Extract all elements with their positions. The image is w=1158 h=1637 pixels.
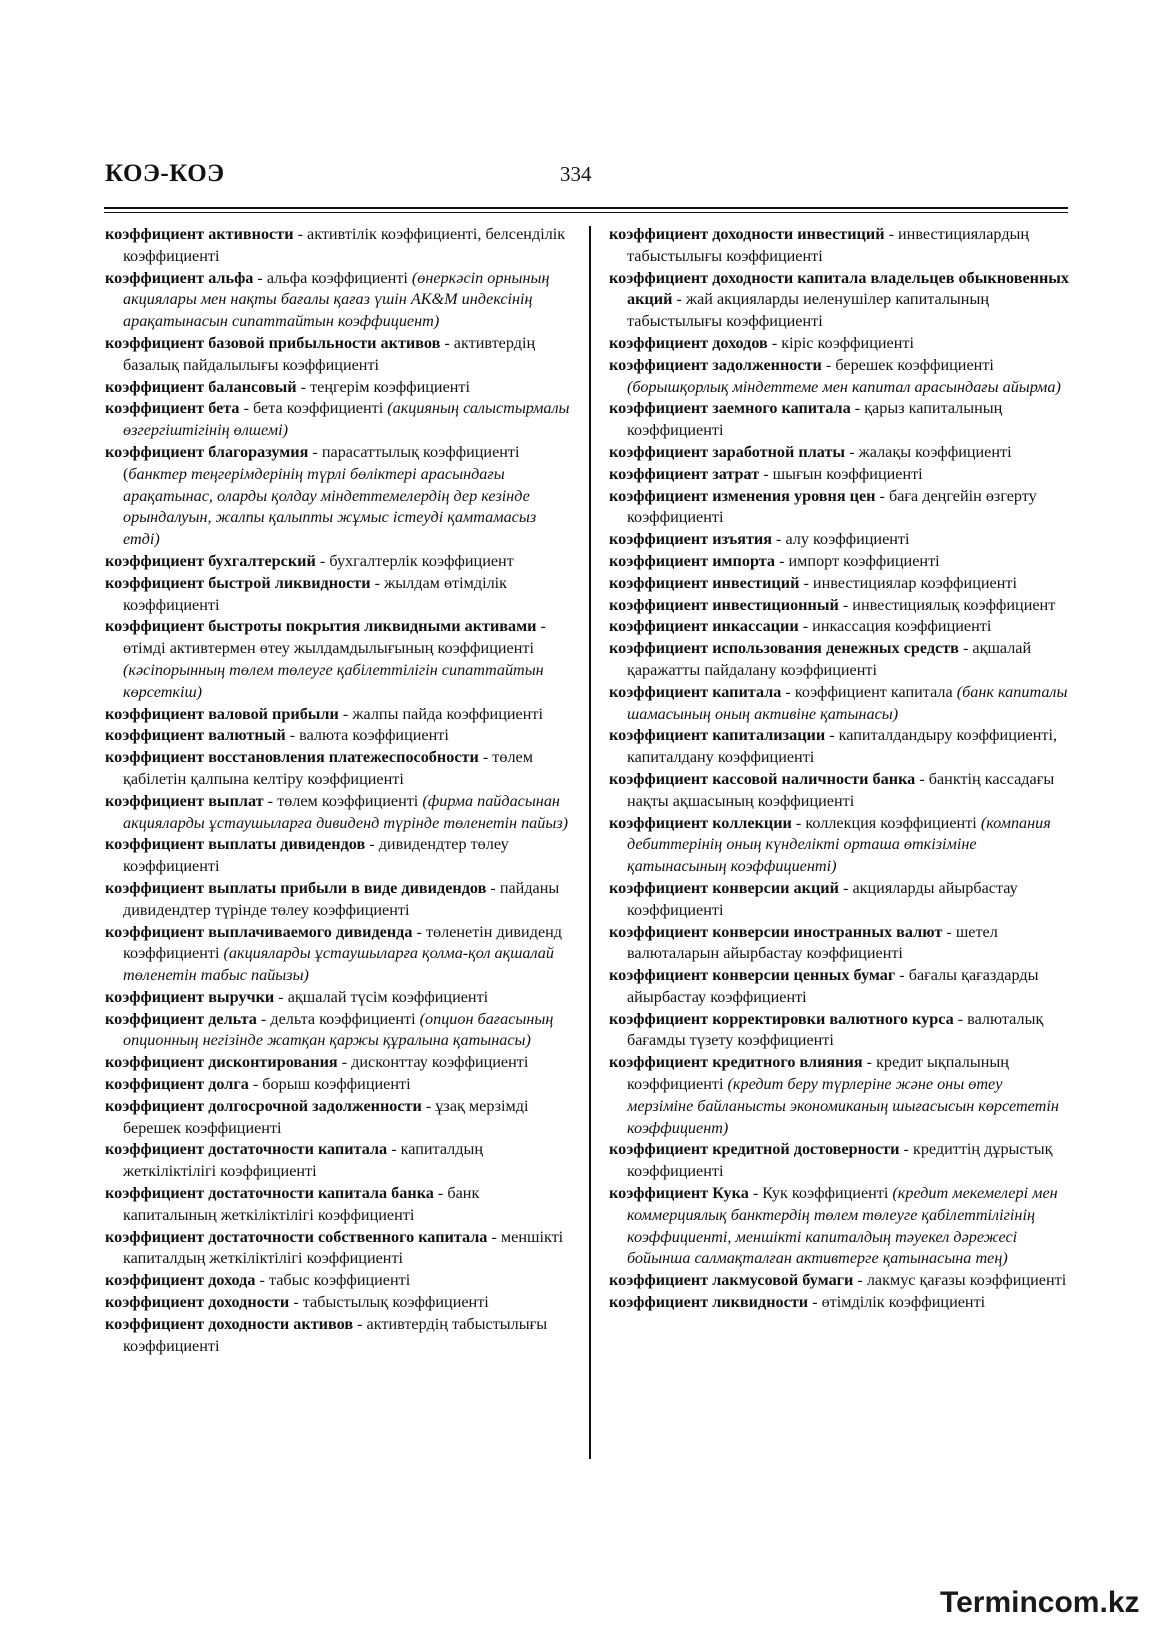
entry-separator: - (487, 1227, 501, 1246)
entry-separator: - (253, 268, 267, 287)
entry-term: коэффициент корректировки валютного курса (609, 1009, 954, 1028)
dictionary-entry (609, 464, 1071, 486)
dictionary-entry (609, 442, 1071, 464)
entry-term: коэффициент выплаты дивидендов (105, 835, 366, 854)
dictionary-entry (609, 1183, 1071, 1270)
entry-note: (кредит беру түрлеріне және оны өтеу мерзіміне байланысты экономиканың шығасысын көрсететін коэффициент) (627, 1075, 1059, 1137)
entry-term: коэффициент импорта (609, 551, 776, 570)
entry-translation: төлем қабілетін қалпына келтіру коэффициенті (123, 748, 533, 788)
entry-term: коэффициент ликвидности (609, 1293, 809, 1312)
entry-term: коэффициент быстрой ликвидности (105, 573, 371, 592)
entry-term: коэффициент валютный (105, 726, 286, 745)
entry-translation: дельта коэффициенті (270, 1009, 420, 1028)
entry-translation: парасаттылық коэффициенті ( (123, 442, 520, 483)
column-divider (589, 226, 591, 1459)
running-head: КОЭ-КОЭ (105, 160, 225, 187)
entry-translation: бухгалтерлік коэффициент (329, 551, 514, 570)
entry-separator: - (255, 1271, 269, 1290)
entry-separator: - (895, 966, 909, 985)
dictionary-entry (105, 573, 573, 617)
entry-term: коэффициент доходности капитала владельцев обыкновенных акций (609, 268, 1070, 309)
entry-translation: шығын коэффициенті (772, 464, 923, 483)
entry-term: коэффициент капитала (609, 682, 782, 701)
entry-separator: - (672, 290, 686, 309)
dictionary-entry (105, 1183, 573, 1227)
dictionary-entry (609, 1270, 1071, 1292)
entry-translation: кіріс коэффициенті (781, 333, 914, 352)
dictionary-entry (609, 486, 1071, 530)
entry-translation: инвестициялардың табыстылығы коэффициенті (627, 225, 1030, 265)
entry-term: коэффициент дохода (105, 1271, 256, 1290)
entry-translation: өтімді активтермен өтеу жылдамдылығының коэффициенті (123, 639, 534, 658)
entry-translation: жай акцияларды иеленушілер капиталының табыстылығы коэффициенті (627, 290, 989, 331)
entry-term: коэффициент инкассации (609, 617, 799, 636)
entry-term: коэффициент благоразумия (105, 442, 309, 461)
entry-separator: - (387, 1140, 401, 1159)
dictionary-entry (105, 616, 573, 703)
entry-separator: - (274, 987, 288, 1006)
dictionary-entry (609, 1052, 1071, 1139)
dictionary-entry (105, 1139, 573, 1183)
entry-term: коэффициент дисконтирования (105, 1053, 338, 1072)
entry-note: (өнеркәсіп орнының акциялары мен нақты бағалы қағаз үшін AK&M индексінің арақатынасын сипаттайтын коэффициент) (123, 268, 550, 331)
dictionary-entry (105, 268, 573, 333)
entry-term: коэффициент бета (105, 399, 240, 418)
entry-term: коэффициент достаточности собственного капитала (105, 1227, 488, 1246)
entry-translation: кредит ықпалының коэффициенті (627, 1053, 1009, 1094)
entry-translation: инвестициялар коэффициенті (812, 573, 1017, 592)
dictionary-entry (105, 1009, 573, 1053)
entry-separator: - (899, 1140, 913, 1159)
entry-separator: - (759, 464, 773, 483)
entry-separator: - (845, 442, 859, 461)
entry-note: банктер теңгерімдерінің түрлі бөліктері арасындағы арақатынас, оларды қолдау міндеттемелердің дер кезінде орындалуын, жалпы қалыпты жұмыс істеуді қамтамасыз етді) (123, 464, 537, 549)
entry-term: коэффициент долга (105, 1075, 249, 1094)
entry-separator: - (239, 399, 253, 418)
dictionary-entry (609, 224, 1071, 268)
entry-note: (кәсіпорынның төлем төлеуге қабілеттілігін сипаттайтын көрсеткіш) (123, 660, 544, 701)
entry-translation: берешек коэффициенті (835, 355, 994, 374)
entry-term: коэффициент дельта (105, 1009, 257, 1028)
dictionary-entry (609, 573, 1071, 595)
dictionary-entry (609, 1139, 1071, 1183)
entry-note: (компания дебиттерінің оның күнделікті орташа өткізіміне қатынасының коэффициенті) (627, 813, 1051, 876)
entry-term: коэффициент доходности инвестиций (609, 225, 885, 243)
entry-separator: - (285, 726, 300, 745)
entry-translation: активтердің базалық пайдалылығы коэффициенті (123, 333, 536, 374)
entry-translation: қарыз капиталының коэффициенті (627, 399, 1003, 440)
dictionary-entry (609, 638, 1071, 682)
site-watermark-logo: Termincom.kz (940, 1586, 1140, 1619)
entry-translation: бағалы қағаздарды айырбастау коэффициенті (627, 966, 1039, 1006)
dictionary-entry (609, 1009, 1071, 1053)
entry-term: коэффициент валовой прибыли (105, 704, 339, 723)
dictionary-entry (105, 224, 573, 268)
entry-translation: кредиттің дұрыстық коэффициенті (627, 1140, 1053, 1181)
entry-term: коэффициент базовой прибыльности активов (105, 333, 441, 352)
entry-term: коэффициент изменения уровня цен (609, 486, 876, 505)
entry-term: коэффициент восстановления платежеспособности (105, 748, 479, 767)
entry-translation: капиталдандыру коэффициенті, капиталдану коэффициенті (627, 726, 1058, 767)
entry-translation: банк капиталының жеткіліктілігі коэффициенті (123, 1184, 480, 1224)
entry-separator: - (884, 225, 899, 243)
entry-separator: - (421, 1096, 436, 1115)
entry-translation: табыстылық коэффициенті (302, 1293, 489, 1312)
right-column (609, 224, 1071, 1314)
entry-note: (опцион бағасының опционның негізінде жатқан қаржы құралына қатынасы) (123, 1009, 554, 1050)
entry-separator: - (838, 878, 853, 897)
entry-translation: алу коэффициенті (785, 530, 910, 549)
entry-term: коэффициент активности (105, 225, 294, 243)
dictionary-entry (609, 922, 1071, 966)
entry-separator: - (775, 551, 789, 570)
entry-term: коэффициент достаточности капитала (105, 1140, 388, 1159)
dictionary-entry (105, 1074, 573, 1096)
entry-translation: валюта коэффициенті (299, 726, 449, 745)
entry-separator: - (337, 1053, 352, 1072)
entry-translation: табыс коэффициенті (268, 1271, 411, 1290)
entry-translation: лакмус қағазы коэффициенті (866, 1271, 1067, 1290)
entry-translation: пайданы дивидендтер түрінде төлеу коэффициенті (123, 878, 560, 919)
entry-translation: ұзақ мерзімді берешек коэффициенті (123, 1096, 529, 1137)
dictionary-entry (105, 333, 573, 377)
entry-term: коэффициент альфа (105, 268, 254, 287)
entry-note: (акцияның салыстырмалы өзгергіштігінің өлшемі) (123, 399, 570, 440)
dictionary-entry (609, 813, 1071, 878)
entry-term: коэффициент капитализации (609, 726, 826, 745)
entry-separator: - (365, 835, 379, 854)
entry-term: коэффициент конверсии ценных бумаг (609, 966, 896, 985)
dictionary-entry (609, 965, 1071, 1009)
entry-term: коэффициент доходности (105, 1293, 290, 1312)
entry-separator: - (825, 726, 839, 745)
entry-separator: - (767, 333, 782, 352)
entry-note: (кредит мекемелері мен коммерциялық банктердің төлем төлеуге қабілеттілігінің коэффициенті, меншікті капиталдың тәуекел дәрежесі бойынша салмақталған активтерге қатынасына тең) (627, 1184, 1058, 1268)
entry-term: коэффициент инвестиций (609, 573, 800, 592)
entry-term: коэффициент коллекции (609, 813, 792, 832)
entry-term: коэффициент балансовый (105, 377, 297, 396)
entry-term: коэффициент конверсии акций (609, 878, 839, 897)
entry-separator: - (296, 377, 311, 396)
dictionary-entry (105, 1227, 573, 1271)
entry-term: коэффициент инвестиционный (609, 595, 839, 614)
entry-term: коэффициент задолженности (609, 355, 822, 374)
entry-translation: альфа коэффициенті (266, 268, 412, 287)
dictionary-entry (105, 1096, 573, 1140)
dictionary-entry (609, 682, 1071, 726)
entry-term: коэффициент кредитного влияния (609, 1053, 863, 1072)
entry-term: коэффициент затрат (609, 464, 760, 483)
entry-term: коэффициент выплат (105, 791, 264, 810)
dictionary-entry (105, 922, 573, 987)
dictionary-entry (609, 725, 1071, 769)
entry-separator: - (821, 355, 836, 374)
entry-term: коэффициент быстроты покрытия ликвидными активами (105, 617, 537, 636)
entry-separator: - (536, 617, 546, 636)
dictionary-entry (609, 595, 1071, 617)
dictionary-entry (105, 551, 573, 573)
entry-separator: - (958, 639, 973, 658)
dictionary-entry (105, 987, 573, 1009)
entry-translation: өтімділік коэффициенті (821, 1293, 986, 1312)
entry-translation: дивидендтер төлеу коэффициенті (123, 835, 509, 876)
entry-translation: коэффициент капитала (794, 682, 957, 701)
dictionary-entry (105, 377, 573, 399)
entry-separator: - (791, 813, 806, 832)
entry-term: коэффициент доходов (609, 333, 768, 352)
entry-separator: - (781, 682, 795, 701)
entry-separator: - (412, 922, 426, 941)
dictionary-entry (105, 398, 573, 442)
dictionary-entry (105, 1270, 573, 1292)
entry-translation: теңгерім коэффициенті (310, 377, 470, 396)
entry-term: коэффициент заемного капитала (609, 399, 851, 418)
entry-note: (акцияларды ұстаушыларға қолма-қол ақшалай төленетін табыс пайызы) (123, 944, 554, 985)
dictionary-entry (105, 725, 573, 747)
entry-translation: капиталдың жеткіліктілігі коэффициенті (123, 1140, 483, 1181)
dictionary-entry (609, 878, 1071, 922)
entry-term: коэффициент заработной платы (609, 442, 846, 461)
entry-separator: - (353, 1314, 367, 1333)
page-number: 334 (560, 162, 592, 186)
entry-translation: жалпы пайда коэффициенті (352, 704, 543, 723)
entry-translation: бета коэффициенті (253, 399, 388, 418)
entry-separator: - (338, 704, 353, 723)
entry-term: коэффициент выплаты прибыли в виде дивидендов (105, 878, 487, 897)
entry-translation: Кук коэффициенті (762, 1184, 893, 1203)
dictionary-entry (105, 442, 573, 551)
entry-note: (банк капиталы шамасының оның активіне қатынасы) (627, 682, 1068, 723)
entry-term: коэффициент выручки (105, 987, 275, 1006)
dictionary-entry (609, 529, 1071, 551)
entry-note: (фирма пайдасынан акцияларды ұстаушыларға дивиденд түрінде төленетін пайыз) (123, 791, 569, 832)
entry-translation: шетел валюталарын айырбастау коэффициенті (627, 922, 998, 963)
dictionary-entry (105, 834, 573, 878)
entry-translation: акцияларды айырбастау коэффициенті (627, 878, 1018, 919)
entry-translation: инвестициялық коэффициент (852, 595, 1056, 614)
header-rule-thin (104, 212, 1068, 213)
entry-separator: - (293, 225, 308, 243)
dictionary-entry (105, 747, 573, 791)
dictionary-entry (105, 704, 573, 726)
entry-translation: дисконттау коэффициенті (351, 1053, 529, 1072)
entry-translation: банктің кассадағы нақты ақшасының коэффициенті (627, 769, 1055, 810)
entry-translation: жалақы коэффициенті (858, 442, 1012, 461)
entry-note: (борышқорлық міндеттеме мен капитал арасындағы айырма) (627, 377, 1061, 396)
entry-separator: - (799, 573, 813, 592)
entry-translation: инкассация коэффициенті (812, 617, 992, 636)
entry-translation: ақшалай түсім коэффициенті (287, 987, 489, 1006)
entry-term: коэффициент конверсии иностранных валют (609, 922, 943, 941)
entry-translation: импорт коэффициенті (788, 551, 940, 570)
entry-translation: активтілік коэффициенті, белсенділік коэффициенті (123, 225, 566, 265)
entry-translation: борыш коэффициенті (262, 1075, 411, 1094)
dictionary-entry (609, 268, 1071, 333)
entry-term: коэффициент кассовой наличности банка (609, 769, 916, 788)
entry-term: коэффициент лакмусовой бумаги (609, 1271, 854, 1290)
entry-separator: - (771, 530, 786, 549)
entry-separator: - (915, 769, 929, 788)
entry-translation: меншікті капиталдың жеткіліктілігі коэффициенті (123, 1227, 564, 1268)
entry-separator: - (853, 1271, 867, 1290)
entry-separator: - (315, 551, 330, 570)
dictionary-entry (609, 398, 1071, 442)
entry-term: коэффициент использования денежных средств (609, 639, 959, 658)
entry-separator: - (953, 1009, 968, 1028)
entry-translation: төлем коэффициенті (277, 791, 423, 810)
entry-translation: коллекция коэффициенті (805, 813, 981, 832)
entry-separator: - (808, 1293, 822, 1312)
entry-translation: баға деңгейін өзгерту коэффициенті (627, 486, 1037, 527)
dictionary-entry (609, 769, 1071, 813)
entry-separator: - (862, 1053, 877, 1072)
entry-separator: - (798, 617, 813, 636)
entry-translation: жылдам өтімділік коэффициенті (123, 573, 508, 614)
entry-separator: - (433, 1184, 448, 1203)
entry-separator: - (838, 595, 853, 614)
entry-separator: - (256, 1009, 271, 1028)
header-rule (104, 207, 1068, 209)
entry-translation: активтердің табыстылығы коэффициенті (123, 1314, 548, 1355)
entry-separator: - (850, 399, 865, 418)
dictionary-entry (609, 333, 1071, 355)
entry-translation: төленетін дивиденд коэффициенті (123, 922, 563, 963)
entry-translation: валюталық бағамды түзету коэффициенті (627, 1009, 1044, 1050)
entry-term: коэффициент Кука (609, 1184, 749, 1203)
entry-separator: - (486, 878, 500, 897)
dictionary-entry (609, 1292, 1071, 1314)
entry-term: коэффициент изъятия (609, 530, 772, 549)
entry-separator: - (289, 1293, 303, 1312)
left-column (105, 224, 573, 1357)
entry-term: коэффициент бухгалтерский (105, 551, 316, 570)
entry-term: коэффициент достаточности капитала банка (105, 1184, 434, 1203)
entry-translation: ақшалай қаражатты пайдалану коэффициенті (627, 639, 1032, 679)
entry-term: коэффициент доходности активов (105, 1314, 354, 1333)
entry-separator: - (248, 1075, 263, 1094)
dictionary-entry (105, 1292, 573, 1314)
entry-separator: - (942, 922, 956, 941)
entry-term: коэффициент выплачиваемого дивиденда (105, 922, 413, 941)
dictionary-entry (105, 878, 573, 922)
dictionary-entry (105, 791, 573, 835)
dictionary-entry (105, 1052, 573, 1074)
dictionary-entry (609, 616, 1071, 638)
entry-separator: - (875, 486, 889, 505)
entry-term: коэффициент кредитной достоверности (609, 1140, 900, 1159)
entry-separator: - (748, 1184, 763, 1203)
entry-separator: - (478, 748, 493, 767)
entry-separator: - (440, 333, 454, 352)
entry-separator: - (370, 573, 385, 592)
entry-separator: - (308, 442, 322, 461)
dictionary-entry (105, 1314, 573, 1358)
entry-separator: - (263, 791, 278, 810)
entry-term: коэффициент долгосрочной задолженности (105, 1096, 422, 1115)
dictionary-entry (609, 551, 1071, 573)
dictionary-entry (609, 355, 1071, 399)
